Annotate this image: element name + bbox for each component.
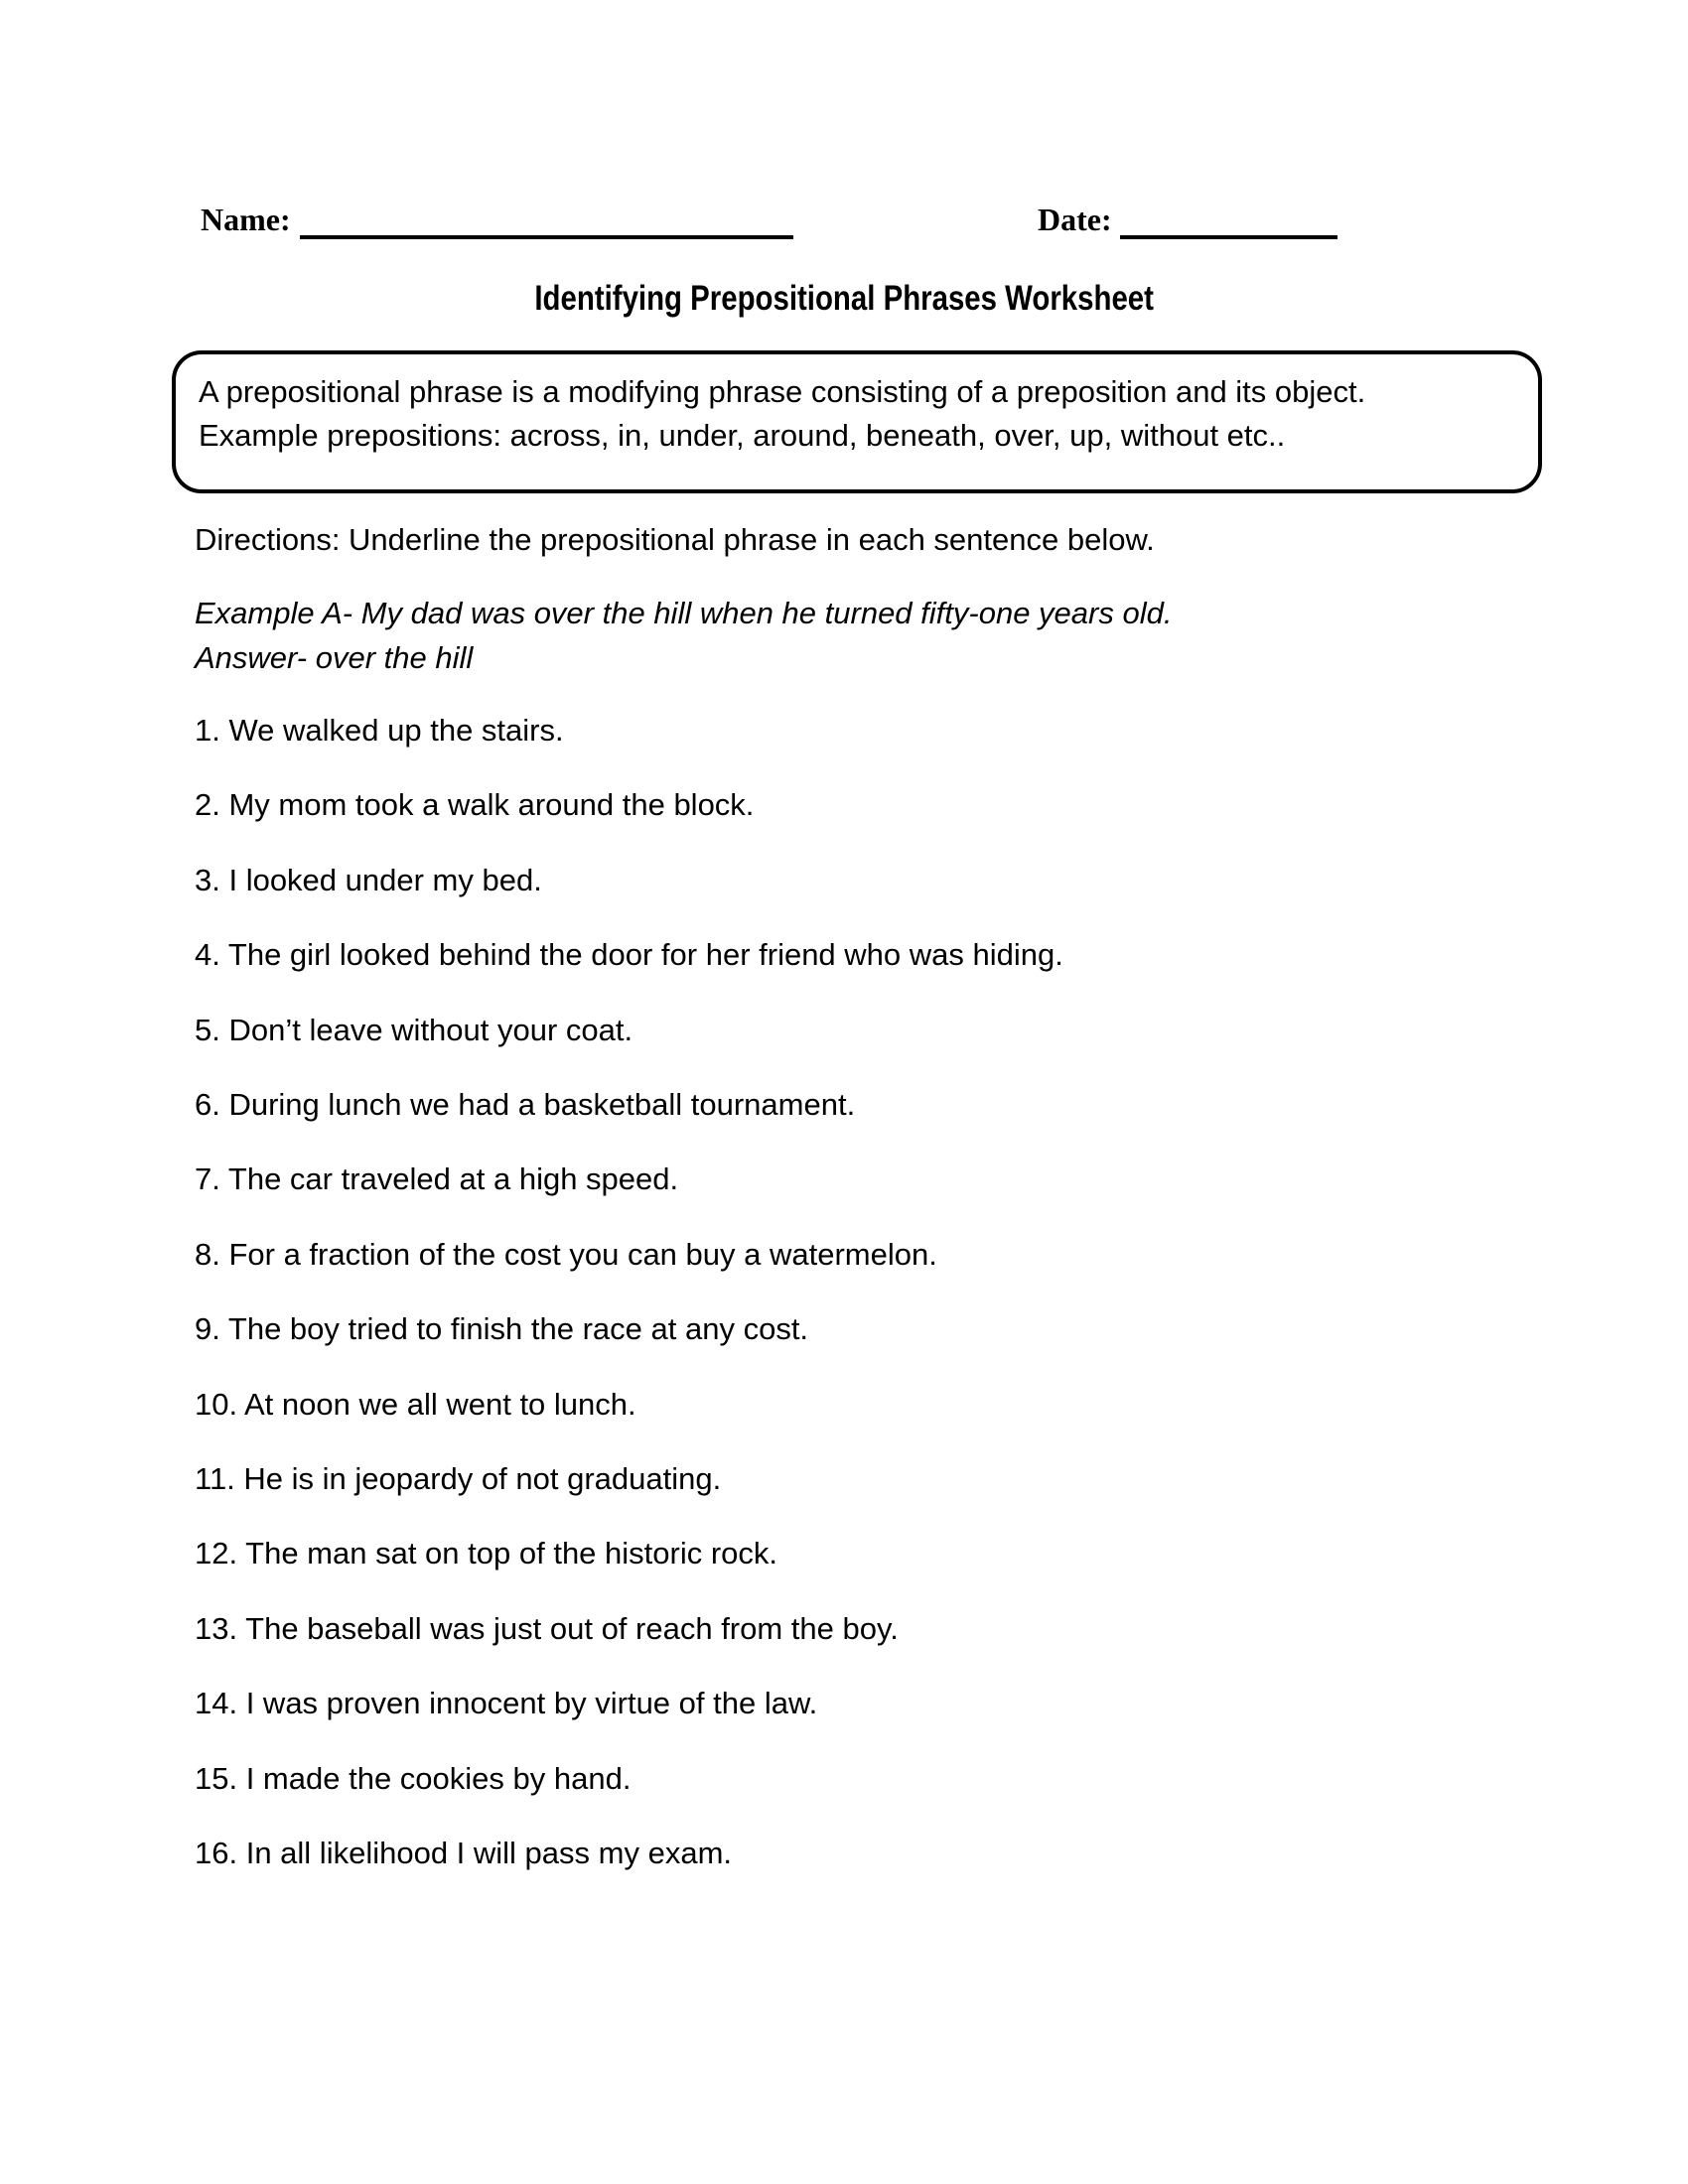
- sentence-item: 14. I was proven innocent by virtue of the law.: [195, 1686, 818, 1721]
- sentence-item: 3. I looked under my bed.: [195, 862, 542, 897]
- sentence-item: 8. For a fraction of the cost you can buy a watermelon.: [195, 1236, 937, 1272]
- example-block: [195, 591, 1172, 680]
- example-answer: Answer- over the hill: [195, 640, 474, 675]
- sentence-list: [195, 693, 1063, 1891]
- sentence-item: 13. The baseball was just out of reach from the boy.: [195, 1610, 899, 1646]
- sentence-item: 1. We walked up the stairs.: [195, 713, 564, 748]
- name-label: Name:: [201, 202, 291, 237]
- title-row: [0, 281, 1688, 316]
- sentence-item: 15. I made the cookies by hand.: [195, 1760, 632, 1796]
- sentence-item: 4. The girl looked behind the door for her friend who was hiding.: [195, 937, 1063, 973]
- example-prompt: Example A- My dad was over the hill when he turned fifty-one years old.: [195, 596, 1173, 630]
- sentence-item: 5. Don’t leave without your coat.: [195, 1012, 633, 1047]
- definition-box: [172, 350, 1542, 493]
- sentence-item: 11. He is in jeopardy of not graduating.: [195, 1461, 722, 1497]
- definition-line-1: A prepositional phrase is a modifying phrase consisting of a preposition and its object.: [199, 374, 1366, 409]
- sentence-item: 12. The man sat on top of the historic rock.: [195, 1536, 778, 1571]
- definition-line-2: Example prepositions: across, in, under, around, beneath, over, up, without etc..: [199, 417, 1286, 453]
- date-label: Date:: [1038, 202, 1112, 237]
- sentence-item: 10. At noon we all went to lunch.: [195, 1386, 636, 1422]
- sentence-item: 6. During lunch we had a basketball tournament.: [195, 1087, 856, 1123]
- directions-text: Directions: Underline the prepositional phrase in each sentence below.: [195, 522, 1155, 557]
- date-blank-line: [1120, 235, 1337, 239]
- page-title: Identifying Prepositional Phrases Worksheet: [534, 279, 1154, 318]
- sentence-item: 7. The car traveled at a high speed.: [195, 1161, 679, 1197]
- sentence-item: 2. My mom took a walk around the block.: [195, 787, 755, 823]
- sentence-item: 9. The boy tried to finish the race at any cost.: [195, 1311, 809, 1347]
- sentence-item: 16. In all likelihood I will pass my exam.: [195, 1836, 733, 1871]
- name-blank-line: [300, 235, 793, 239]
